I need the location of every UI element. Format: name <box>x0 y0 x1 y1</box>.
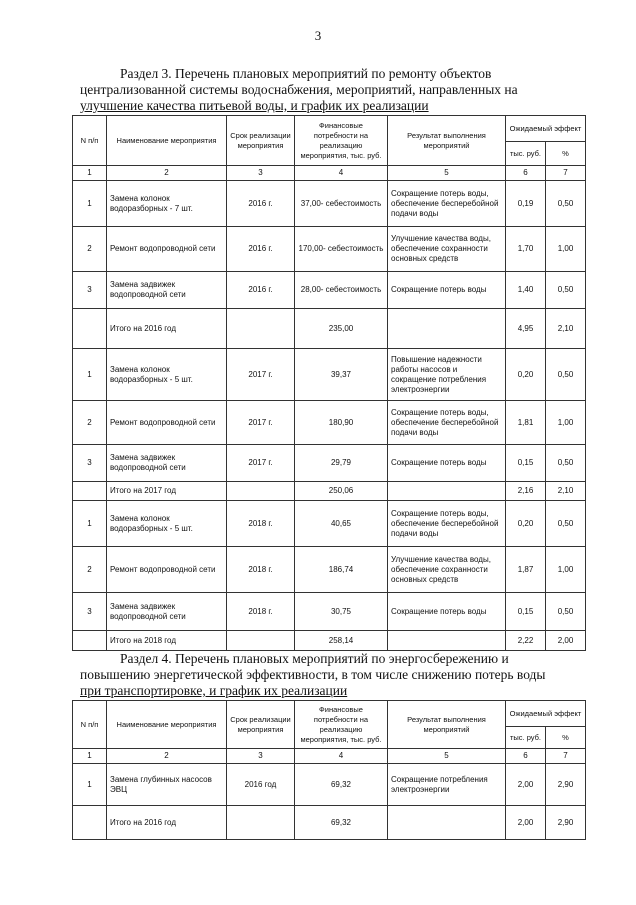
row-number: 1 <box>73 501 107 547</box>
table-row <box>73 593 586 631</box>
row-result <box>388 482 506 501</box>
table-row <box>73 806 586 840</box>
table-row <box>73 272 586 309</box>
row-term <box>227 309 295 349</box>
column-number: 3 <box>227 749 295 764</box>
row-number <box>73 806 107 840</box>
row-result <box>388 631 506 651</box>
row-number: 1 <box>73 349 107 401</box>
row-finance: 37,00- себестоимость <box>295 181 388 227</box>
row-term: 2018 г. <box>227 593 295 631</box>
row-finance: 39,37 <box>295 349 388 401</box>
row-result: Сокращение потерь воды, обеспечение бесперебойной подачи воды <box>388 501 506 547</box>
row-effect-rub: 0,19 <box>506 181 546 227</box>
section-3-table <box>72 115 586 651</box>
row-name: Ремонт водопроводной сети <box>107 547 227 593</box>
row-effect-pct: 2,10 <box>546 309 586 349</box>
row-finance: 250,06 <box>295 482 388 501</box>
column-number: 2 <box>107 749 227 764</box>
table-row <box>73 445 586 482</box>
column-number: 6 <box>506 749 546 764</box>
row-effect-pct: 1,00 <box>546 227 586 272</box>
column-number: 4 <box>295 166 388 181</box>
row-term: 2016 г. <box>227 227 295 272</box>
row-term <box>227 631 295 651</box>
column-number: 1 <box>73 166 107 181</box>
row-number <box>73 631 107 651</box>
row-term: 2016 г. <box>227 272 295 309</box>
header-result: Результат выполнения мероприятий <box>388 701 506 749</box>
column-number: 5 <box>388 749 506 764</box>
row-result <box>388 309 506 349</box>
row-result <box>388 806 506 840</box>
header-result: Результат выполнения мероприятий <box>388 116 506 166</box>
header-effect: Ожидаемый эффект <box>506 701 586 727</box>
header-num: N п/п <box>73 116 107 166</box>
row-effect-pct: 2,90 <box>546 764 586 806</box>
row-name: Итого на 2017 год <box>107 482 227 501</box>
row-number: 3 <box>73 593 107 631</box>
row-number: 1 <box>73 181 107 227</box>
row-name: Ремонт водопроводной сети <box>107 227 227 272</box>
row-result: Сокращение потребления электроэнергии <box>388 764 506 806</box>
header-name: Наименование мероприятия <box>107 701 227 749</box>
row-name: Замена задвижек водопроводной сети <box>107 272 227 309</box>
row-finance: 40,65 <box>295 501 388 547</box>
row-result: Улучшение качества воды, обеспечение сохранности основных средств <box>388 547 506 593</box>
column-number: 3 <box>227 166 295 181</box>
header-term: Срок реализации мероприятия <box>227 116 295 166</box>
column-number: 5 <box>388 166 506 181</box>
row-term: 2018 г. <box>227 547 295 593</box>
row-result: Сокращение потерь воды, обеспечение бесперебойной подачи воды <box>388 401 506 445</box>
row-effect-rub: 1,81 <box>506 401 546 445</box>
header-name: Наименование мероприятия <box>107 116 227 166</box>
table-row <box>73 764 586 806</box>
row-finance: 235,00 <box>295 309 388 349</box>
header-num: N п/п <box>73 701 107 749</box>
header-finance: Финансовые потребности на реализацию мероприятия, тыс. руб. <box>295 701 388 749</box>
row-effect-rub: 1,40 <box>506 272 546 309</box>
column-number: 6 <box>506 166 546 181</box>
section-3-heading: Раздел 3. Перечень плановых мероприятий по ремонту объектов централизованной системы водоснабжения, мероприятий, направленных на улучшение качества питьевой воды, и график их реализации <box>80 66 518 113</box>
row-effect-rub: 2,00 <box>506 764 546 806</box>
row-term: 2016 г. <box>227 181 295 227</box>
row-effect-pct: 0,50 <box>546 593 586 631</box>
table-row <box>73 547 586 593</box>
row-finance: 186,74 <box>295 547 388 593</box>
row-result: Сокращение потерь воды <box>388 445 506 482</box>
row-effect-pct: 2,00 <box>546 631 586 651</box>
table-row <box>73 309 586 349</box>
row-number: 1 <box>73 764 107 806</box>
row-effect-pct: 1,00 <box>546 401 586 445</box>
row-effect-pct: 0,50 <box>546 501 586 547</box>
row-result: Сокращение потерь воды <box>388 593 506 631</box>
table-row <box>73 501 586 547</box>
row-term <box>227 482 295 501</box>
row-finance: 29,79 <box>295 445 388 482</box>
row-effect-pct: 2,90 <box>546 806 586 840</box>
table-row <box>73 482 586 501</box>
row-number: 3 <box>73 272 107 309</box>
row-effect-pct: 0,50 <box>546 181 586 227</box>
row-term: 2017 г. <box>227 349 295 401</box>
row-term: 2017 г. <box>227 445 295 482</box>
row-term: 2018 г. <box>227 501 295 547</box>
page-number: 3 <box>314 28 322 43</box>
header-term: Срок реализации мероприятия <box>227 701 295 749</box>
row-name: Ремонт водопроводной сети <box>107 401 227 445</box>
row-term <box>227 806 295 840</box>
row-name: Итого на 2018 год <box>107 631 227 651</box>
header-effect-rub: тыс. руб. <box>506 142 546 166</box>
header-effect-pct: % <box>546 142 586 166</box>
row-effect-rub: 2,16 <box>506 482 546 501</box>
table-row <box>73 401 586 445</box>
row-effect-rub: 1,70 <box>506 227 546 272</box>
row-term: 2016 год <box>227 764 295 806</box>
row-finance: 69,32 <box>295 764 388 806</box>
row-effect-rub: 2,22 <box>506 631 546 651</box>
row-result: Сокращение потерь воды, обеспечение бесперебойной подачи воды <box>388 181 506 227</box>
row-term: 2017 г. <box>227 401 295 445</box>
header-finance: Финансовые потребности на реализацию мероприятия, тыс. руб. <box>295 116 388 166</box>
row-finance: 258,14 <box>295 631 388 651</box>
table-row <box>73 181 586 227</box>
table-row <box>73 631 586 651</box>
column-number: 1 <box>73 749 107 764</box>
row-name: Замена колонок водоразборных - 5 шт. <box>107 349 227 401</box>
row-effect-pct: 0,50 <box>546 349 586 401</box>
row-name: Замена глубинных насосов ЭВЦ <box>107 764 227 806</box>
section-4-table <box>72 700 586 840</box>
column-number: 7 <box>546 166 586 181</box>
header-effect-rub: тыс. руб. <box>506 727 546 749</box>
row-result: Улучшение качества воды, обеспечение сохранности основных средств <box>388 227 506 272</box>
row-finance: 30,75 <box>295 593 388 631</box>
header-effect-pct: % <box>546 727 586 749</box>
row-number: 2 <box>73 227 107 272</box>
row-effect-rub: 4,95 <box>506 309 546 349</box>
row-effect-rub: 1,87 <box>506 547 546 593</box>
row-effect-pct: 0,50 <box>546 272 586 309</box>
header-effect: Ожидаемый эффект <box>506 116 586 142</box>
row-effect-rub: 0,15 <box>506 445 546 482</box>
row-name: Итого на 2016 год <box>107 806 227 840</box>
row-finance: 170,00- себестоимость <box>295 227 388 272</box>
row-name: Замена задвижек водопроводной сети <box>107 593 227 631</box>
row-name: Замена задвижек водопроводной сети <box>107 445 227 482</box>
row-name: Замена колонок водоразборных - 7 шт. <box>107 181 227 227</box>
row-effect-rub: 0,20 <box>506 349 546 401</box>
row-effect-pct: 1,00 <box>546 547 586 593</box>
row-effect-pct: 0,50 <box>546 445 586 482</box>
row-name: Замена колонок водоразборных - 5 шт. <box>107 501 227 547</box>
row-finance: 180,90 <box>295 401 388 445</box>
row-number <box>73 482 107 501</box>
row-result: Сокращение потерь воды <box>388 272 506 309</box>
row-number <box>73 309 107 349</box>
row-effect-rub: 0,15 <box>506 593 546 631</box>
row-number: 2 <box>73 401 107 445</box>
row-name: Итого на 2016 год <box>107 309 227 349</box>
row-number: 2 <box>73 547 107 593</box>
column-number: 7 <box>546 749 586 764</box>
row-finance: 69,32 <box>295 806 388 840</box>
row-effect-pct: 2,10 <box>546 482 586 501</box>
row-effect-rub: 2,00 <box>506 806 546 840</box>
row-number: 3 <box>73 445 107 482</box>
column-number: 4 <box>295 749 388 764</box>
table-row <box>73 227 586 272</box>
row-result: Повышение надежности работы насосов и сокращение потребления электроэнергии <box>388 349 506 401</box>
column-number: 2 <box>107 166 227 181</box>
row-effect-rub: 0,20 <box>506 501 546 547</box>
section-4-heading: Раздел 4. Перечень плановых мероприятий по энергосбережению и повышению энергетической эффективности, в том числе снижению потерь воды при транспортировке, и график их реализации <box>80 651 546 698</box>
table-row <box>73 349 586 401</box>
row-finance: 28,00- себестоимость <box>295 272 388 309</box>
